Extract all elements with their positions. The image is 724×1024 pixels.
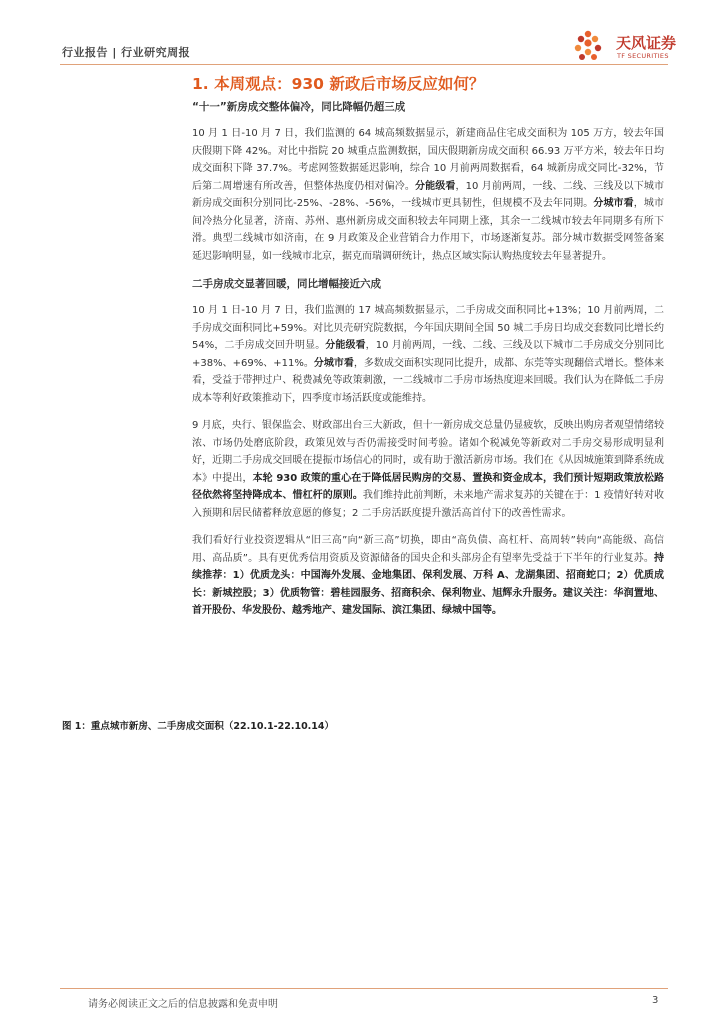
- emphasis-text: 分城市看: [313, 357, 354, 369]
- footer-divider: [60, 988, 668, 989]
- body-text: 10 月 1 日-10 月 7 日，我们监测的 17 城高频数据显示，二手房成交面积同比+13%；10 月前两周，二手房成交面积同比+59%。对比贝壳研究院数据，今年国庆期间全国 50 城二手房日均成交套数同比增长约 54%，二手房成交回升明显。: [192, 305, 664, 351]
- logo-subtext: TF SECURITIES: [617, 52, 669, 60]
- sub-heading-new-homes: “十一”新房成交整体偏冷，同比降幅仍超三成: [192, 101, 406, 113]
- paragraph-policy: [192, 417, 664, 522]
- body-text: ，城市间冷热分化显著，济南、苏州、惠州新房成交面积较去年同期上涨，其余一二线城市较去年同期多有所下滑。典型二线城市如济南，在 9 月政策及企业营销合力作用下，市场逐渐复苏。部分城市数据受网签备案延迟影响明显，如一线城市北京，据克而瑞调研统计，热点区域实际认购热度较去年显著提升。: [192, 198, 664, 262]
- report-body: [192, 98, 664, 630]
- footer-disclaimer: 请务必阅读正文之后的信息披露和免责申明: [88, 999, 278, 1010]
- emphasis-text: 分能级看: [325, 340, 366, 351]
- page-number: 3: [652, 995, 659, 1006]
- body-text: 9 月底，央行、银保监会、财政部出台三大新政，但十一新房成交总量仍显疲软，反映出购房者观望情绪较浓、市场仍处磨底阶段，政策见效与否仍需接受时间考验。诸如个税减免等新政对二手房交易形成明显利好，近期二手房成交回暖在提振市场信心的同时，或有助于激活新房市场。我们在《从因城施策到降系统成本》中提出，: [192, 420, 664, 484]
- header-divider: [60, 64, 668, 65]
- body-text: 我们看好行业投资逻辑从“旧三高”向“新三高”切换，即由“高负债、高杠杆、高周转”转向“高能级、高信用、高品质”。具有更优秀信用资质及资源储备的国央企和头部房企有望率先受益于下半年的行业复苏。: [192, 535, 664, 564]
- emphasis-text: 分城市看: [593, 198, 634, 209]
- header-label: 行业报告 | 行业研究周报: [62, 46, 191, 59]
- sub-heading-second-hand: 二手房成交显著回暖，同比增幅接近六成: [192, 278, 381, 290]
- emphasis-text: 分能级看: [414, 180, 456, 192]
- logo-text: 天风证券: [616, 34, 677, 52]
- body-text: ，多数成交面积实现同比提升，成都、东莞等实现翻倍式增长。整体来看，受益于带押过户、税费减免等政策刺激，一二线城市二手房市场热度迎来回暖。我们认为在降低二手房成本等利好政策推动下，四季度市场活跃度或能维持。: [192, 357, 665, 404]
- paragraph-second-hand: [192, 302, 664, 407]
- figure-caption: 图 1：重点城市新房、二手房成交面积（22.10.1-22.10.14）: [62, 721, 335, 732]
- body-text: 10 月 1 日-10 月 7 日，我们监测的 64 城高频数据显示，新建商品住宅成交面积为 105 万方，较去年国庆假期下降 42%。对比中指院 20 城重点监测数据，国庆假期新房成交面积 66.93 万平方米，较去年日均成交面积下降 37.7%。考虑网签数据延迟影响，综合 10 月前两周数据看，64 城新房成交同比-32%，节后第二周增速有所改善，但整体热度仍相对偏冷。: [192, 128, 664, 192]
- body-text: ，10 月前两周，一线、二线、三线及以下城市新房成交面积分别同比-25%、-28%、-56%，一线城市更具韧性，但规模不及去年同期。: [192, 180, 665, 209]
- body-text: ，10 月前两周，一线、二线、三线及以下城市二手房成交分别同比+38%、+69%、+11%。: [192, 340, 664, 369]
- paragraph-recommendation: [192, 532, 664, 620]
- emphasis-text: 本轮 930 政策的重心在于降低居民购房的交易、置换和资金成本，我们预计短期政策放松路径依然将坚持降成本、惜杠杆的原则。: [192, 472, 665, 501]
- paragraph-new-homes: [192, 125, 664, 265]
- emphasis-text: 持续推荐：1）优质龙头：中国海外发展、金地集团、保利发展、万科 A、龙湖集团、招商蛇口；2）优质成长：新城控股；3）优质物管：碧桂园服务、招商积余、保利物业、旭辉永升服务。建议关注：华润置地、首开股份、华发股份、越秀地产、建发国际、滨江集团、绿城中国等。: [192, 552, 664, 616]
- body-text: 我们维持此前判断，未来地产需求复苏的关键在于：1 疫情好转对收入预期和居民储蓄释放意愿的修复；2 二手房活跃度提升激活高首付下的改善性需求。: [192, 490, 664, 519]
- section-title: 1. 本周观点：930 新政后市场反应如何？: [192, 75, 485, 93]
